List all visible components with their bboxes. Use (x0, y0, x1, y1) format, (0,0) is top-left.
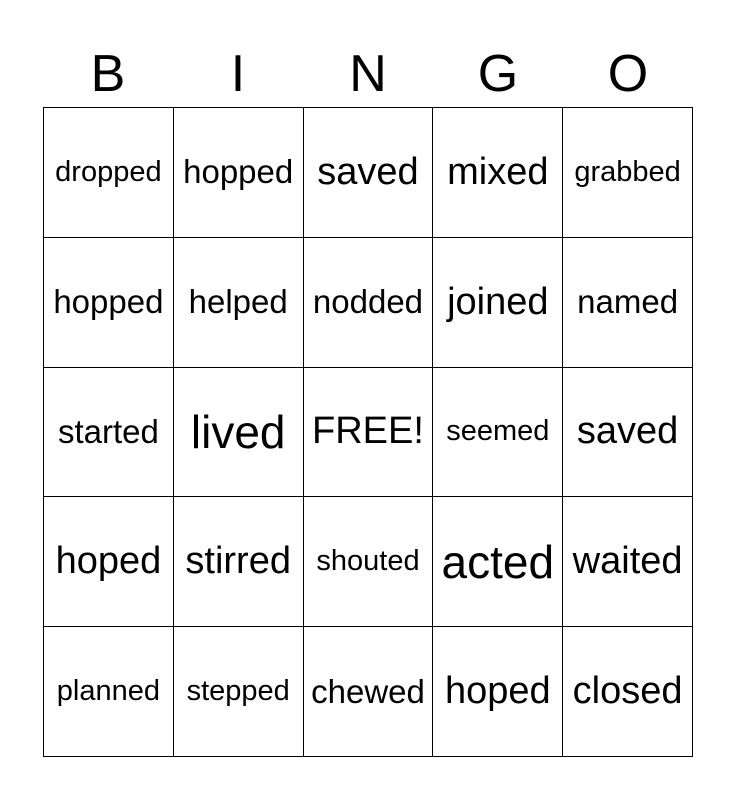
bingo-cell-label: FREE! (312, 410, 424, 453)
bingo-cell-label: stirred (185, 540, 291, 583)
bingo-cell-label: chewed (311, 672, 425, 710)
bingo-cell[interactable] (174, 238, 304, 368)
bingo-cell-label: seemed (446, 415, 550, 448)
bingo-card (43, 107, 693, 757)
bingo-cell-label: mixed (447, 150, 549, 193)
bingo-cell[interactable] (563, 627, 693, 757)
bingo-cell[interactable] (44, 627, 174, 757)
bingo-cell[interactable] (433, 368, 563, 498)
bingo-cell-label: hopped (53, 283, 164, 321)
header-letter-g: G (477, 45, 519, 103)
bingo-cell[interactable] (563, 368, 693, 498)
bingo-cell[interactable] (563, 497, 693, 627)
bingo-cell-label: dropped (55, 155, 162, 188)
header-letter-n: N (349, 45, 387, 103)
bingo-cell-label: helped (188, 283, 288, 321)
bingo-cell[interactable] (44, 238, 174, 368)
bingo-cell-label: lived (190, 405, 286, 458)
bingo-cell[interactable] (174, 368, 304, 498)
bingo-cell[interactable] (433, 238, 563, 368)
bingo-cell-label: planned (56, 675, 160, 708)
bingo-cell[interactable] (44, 108, 174, 238)
bingo-cell-label: grabbed (574, 155, 681, 188)
bingo-cell-label: stepped (186, 675, 290, 708)
bingo-cell-label: started (57, 412, 159, 450)
bingo-cell-label: saved (317, 150, 419, 193)
bingo-cell[interactable] (44, 368, 174, 498)
bingo-cell[interactable] (304, 238, 434, 368)
bingo-cell[interactable] (433, 108, 563, 238)
bingo-cell[interactable] (304, 627, 434, 757)
bingo-cell[interactable] (304, 497, 434, 627)
bingo-cell-label: hopped (183, 153, 294, 191)
bingo-cell[interactable] (304, 108, 434, 238)
bingo-cell[interactable] (174, 627, 304, 757)
bingo-cell[interactable] (174, 108, 304, 238)
bingo-cell[interactable] (433, 497, 563, 627)
bingo-cell[interactable] (563, 238, 693, 368)
bingo-cell-label: shouted (316, 545, 420, 578)
bingo-cell-label: acted (441, 535, 555, 588)
bingo-cell-label: hoped (444, 670, 551, 713)
bingo-cell-label: closed (572, 670, 683, 713)
bingo-cell-label: joined (447, 280, 549, 323)
bingo-cell-label: named (577, 283, 679, 321)
header-letter-o: O (607, 45, 649, 103)
bingo-cell-label: nodded (312, 283, 424, 321)
bingo-cell[interactable] (563, 108, 693, 238)
bingo-cell-label: hoped (55, 540, 162, 583)
bingo-header (43, 40, 693, 108)
bingo-cell-label: saved (576, 410, 679, 453)
bingo-cell-free[interactable] (304, 368, 434, 498)
header-letter-i: I (230, 45, 246, 103)
bingo-cell-label: waited (572, 540, 683, 583)
header-letter-b: B (90, 45, 126, 103)
bingo-cell[interactable] (44, 497, 174, 627)
bingo-cell[interactable] (433, 627, 563, 757)
bingo-cell[interactable] (174, 497, 304, 627)
